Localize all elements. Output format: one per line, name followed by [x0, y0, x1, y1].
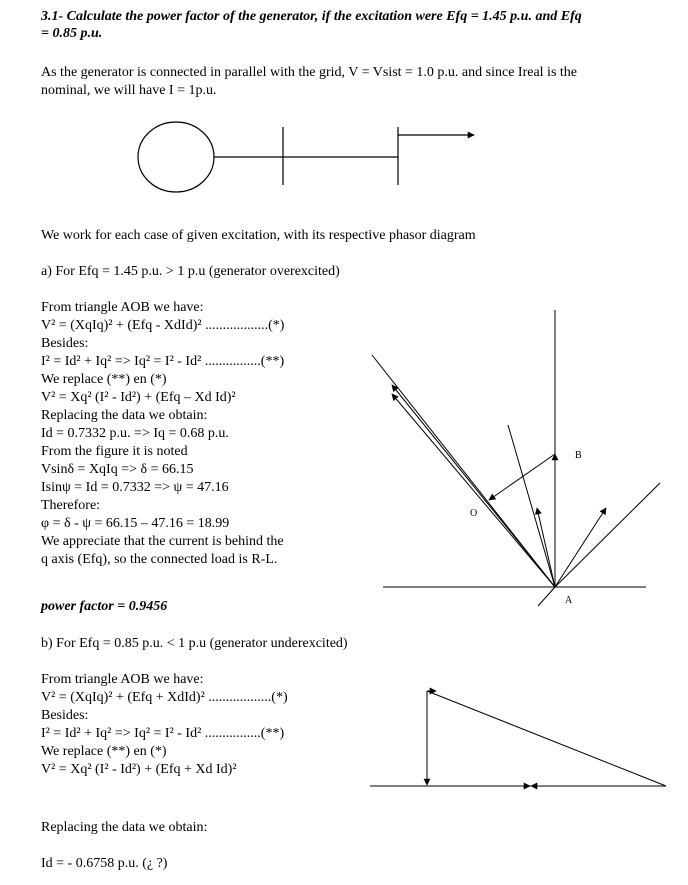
intro-line-1: As the generator is connected in parallel with the grid, V = Vsist = 1.0 p.u. and since Ireal is the: [41, 65, 577, 80]
case-a-line: V² = (XqIq)² + (Efq - XdId)² ..................(*): [41, 318, 285, 333]
case-a-line: Isinψ = Id = 0.7332 => ψ = 47.16: [41, 480, 229, 495]
phasor-efq-2: [392, 394, 555, 587]
case-a-line: Id = 0.7332 p.u. => Iq = 0.68 p.u.: [41, 426, 229, 441]
case-a-line: From triangle AOB we have:: [41, 300, 204, 315]
case-b-line: I² = Id² + Iq² => Iq² = I² - Id² ................(**): [41, 726, 285, 741]
case-a-line: q axis (Efq), so the connected load is R-L.: [41, 552, 278, 567]
case-a-line: I² = Id² + Iq² => Iq² = I² - Id² ................(**): [41, 354, 285, 369]
heading-line-2: = 0.85 p.u.: [41, 26, 103, 41]
case-b-line: V² = Xq² (I² - Id²) + (Efq + Xd Id)²: [41, 762, 237, 777]
case-b-line: V² = (XqIq)² + (Efq + XdId)² ..................(*): [41, 690, 288, 705]
label-o: O: [470, 508, 478, 519]
heading-line-1: 3.1- Calculate the power factor of the generator, if the excitation were Efq = 1.45 p.u. and Efq: [41, 9, 582, 24]
generator-circle: [138, 122, 214, 192]
grid-voltage-line: [555, 483, 660, 587]
case-a-result: power factor = 0.9456: [41, 599, 168, 614]
case-b-replacing: Replacing the data we obtain:: [41, 820, 208, 835]
axis-tail: [538, 587, 555, 606]
case-a-line: We appreciate that the current is behind the: [41, 534, 284, 549]
hypotenuse-line: [427, 691, 666, 786]
case-a-line: Vsinδ = XqIq => δ = 66.15: [41, 462, 194, 477]
label-a: A: [565, 595, 573, 606]
phasor-i: [555, 508, 606, 587]
case-a-line: Replacing the data we obtain:: [41, 408, 208, 423]
case-b-id-value: Id = - 0.6758 p.u. (¿ ?): [41, 856, 168, 871]
case-b-title: b) For Efq = 0.85 p.u. < 1 p.u (generator underexcited): [41, 636, 348, 651]
phasor-diagram-b: [370, 691, 666, 786]
case-a-line: φ = δ - ψ = 66.15 – 47.16 = 18.99: [41, 516, 230, 531]
work-text: We work for each case of given excitation, with its respective phasor diagram: [41, 228, 476, 243]
q-axis-line: [508, 425, 555, 587]
phasor-efq-1: [392, 385, 555, 587]
case-b-line: Besides:: [41, 708, 89, 723]
case-a-line: V² = Xq² (I² - Id²) + (Efq – Xd Id)²: [41, 390, 236, 405]
case-b-line: From triangle AOB we have:: [41, 672, 204, 687]
phasor-diagram-a: [372, 310, 660, 606]
label-b: B: [575, 450, 582, 461]
phasor-xqiq: [489, 454, 555, 500]
case-b-line: We replace (**) en (*): [41, 744, 167, 759]
case-a-title: a) For Efq = 1.45 p.u. > 1 p.u (generator overexcited): [41, 264, 340, 279]
case-a-line: Besides:: [41, 336, 89, 351]
case-a-line: We replace (**) en (*): [41, 372, 167, 387]
intro-line-2: nominal, we will have I = 1p.u.: [41, 83, 217, 98]
generator-grid-diagram: [138, 122, 474, 192]
case-a-line: Therefore:: [41, 498, 101, 513]
case-a-line: From the figure it is noted: [41, 444, 188, 459]
